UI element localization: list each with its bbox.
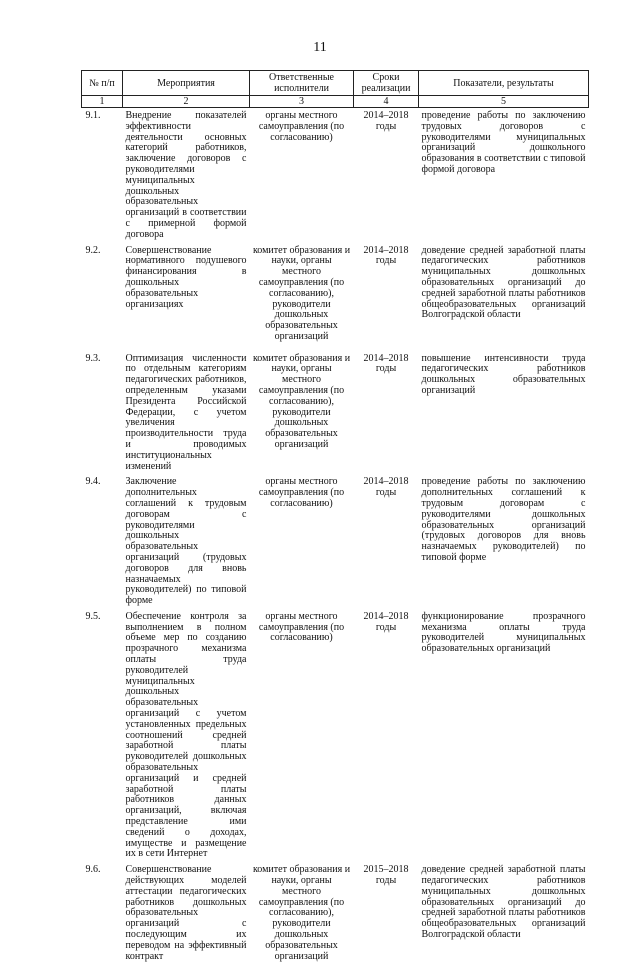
row-term: 2014–2018 годы [363,610,409,633]
header-num: № п/п [82,71,123,96]
header-term: Сроки реализации [354,71,419,96]
row-responsible: комитет образования и науки, органы местного самоуправления (по согласованию), руководители дошкольных образовательных организаций [252,352,351,450]
row-term: 2014–2018 годы [363,110,409,132]
table-row [82,472,589,607]
column-number: 3 [250,96,354,108]
row-responsible: органы местного самоуправления (по согласованию) [258,110,345,143]
table-row [82,108,589,241]
row-activity: Совершенствование нормативного подушевого финансирования в дошкольных образовательных организациях [125,244,247,310]
row-number: 9.1. [85,110,101,121]
page-number: 11 [313,40,327,55]
table-row [82,241,589,350]
row-number: 9.4. [85,476,101,488]
row-number: 9.3. [85,352,101,364]
column-number: 2 [123,96,250,108]
table-header-row [82,71,589,96]
row-responsible: органы местного самоуправления (по согласованию) [258,476,345,509]
measures-table [81,70,589,975]
header-responsible: Ответственные исполнители [250,71,354,96]
table-row [82,607,589,860]
row-term: 2014–2018 годы [363,476,409,499]
row-term: 2014–2018 годы [363,244,409,267]
table-row [82,860,589,975]
row-indicators: доведение средней заработной платы педагогических работников муниципальных дошкольных образовательных организаций до средней заработной платы работников общеобразовательных организаций Волгоградской области [421,864,586,940]
row-indicators: проведение работы по заключению дополнительных соглашений к трудовым договорам с руководителями дошкольных образовательных организаций (трудовых договоров для вновь назначаемых руководителей) по типовой форме [421,476,586,563]
row-indicators: доведение средней заработной платы педагогических работников муниципальных дошкольных образовательных организаций до средней заработной платы работников общеобразовательных организаций Волгоградской области [421,244,586,321]
column-number-row [82,96,589,108]
row-activity: Оптимизация численности по отдельным категориям педагогических работников, определенным указами Президента Российской Федерации, с учетом увеличения производительности труда и проводимых институциональных изменений [125,352,247,472]
row-activity: Совершенствование действующих моделей аттестации педагогических работников дошкольных образовательных организаций с последующим их переводом на эффективный контракт [125,864,247,962]
row-term: 2014–2018 годы [363,352,409,375]
row-term: 2015–2018 годы [363,864,409,887]
row-number: 9.2. [85,244,101,256]
column-number: 4 [354,96,419,108]
row-activity: Внедрение показателей эффективности деятельности основных категорий работников, заключение договоров с руководителями муниципальных дошкольных образовательных организаций в соответствии с примерной формой договора [125,110,247,240]
header-activity: Мероприятия [123,71,250,96]
row-activity: Обеспечение контроля за выполнением в полном объеме мер по созданию прозрачного механизма оплаты труда руководителей муниципальных дошкольных образовательных организаций с учетом установленных предельных соотношений средней заработной платы руководителей дошкольных образовательных организаций и средней заработной платы работников данных организаций, включая представление ими сведений о доходах, имуществе и размещение их в сети Интернет [125,610,247,860]
header-indicators: Показатели, результаты [419,71,589,96]
row-activity: Заключение дополнительных соглашений к трудовым договорам с руководителями дошкольных образовательных организаций (трудовых договоров для вновь назначаемых руководителей) по типовой форме [125,476,247,607]
row-responsible: органы местного самоуправления (по согласованию) [258,610,345,644]
row-indicators: функционирование прозрачного механизма оплаты труда руководителей муниципальных образовательных организаций [421,610,586,655]
table-row [82,350,589,473]
column-number: 1 [82,96,123,108]
row-number: 9.6. [85,864,101,876]
row-indicators: проведение работы по заключению трудовых договоров с руководителями муниципальных организаций дошкольного образования в соответствии с типовой формой договора [421,110,586,175]
row-responsible: комитет образования и науки, органы местного самоуправления (по согласованию), руководители дошкольных образовательных организаций [252,864,351,962]
row-indicators: повышение интенсивности труда педагогических работников дошкольных образовательных организаций [421,352,586,396]
column-number: 5 [419,96,589,108]
row-number: 9.5. [85,610,101,622]
row-responsible: комитет образования и науки, органы местного самоуправления (по согласованию), руководители дошкольных образовательных организаций [252,244,351,342]
